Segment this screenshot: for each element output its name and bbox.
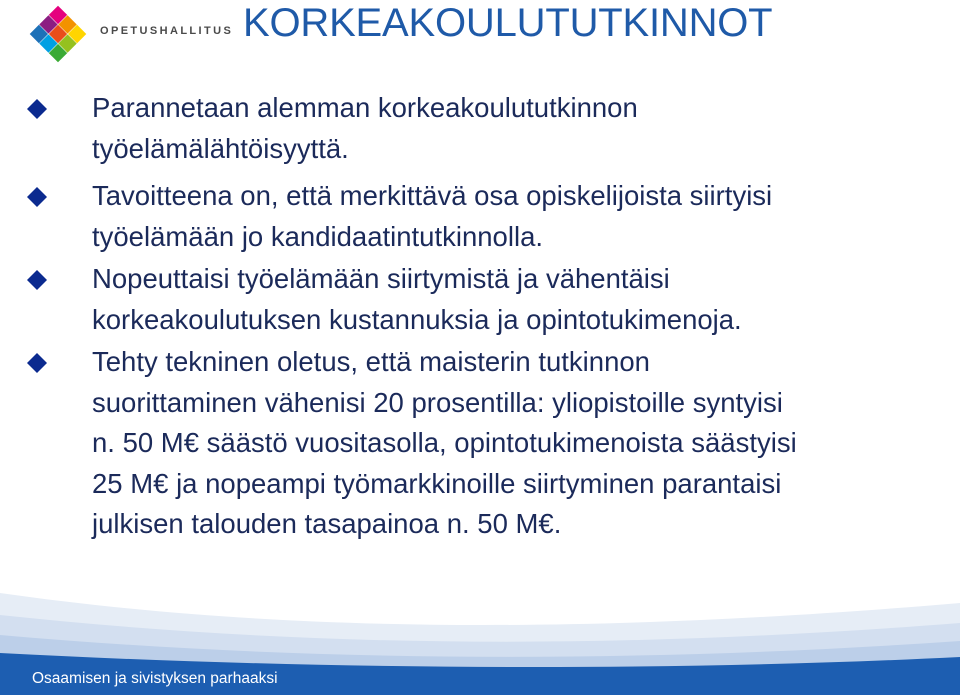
bullet-text: Tehty tekninen oletus, että maisterin tutkinnon suorittaminen vähenisi 20 prosentilla: yliopistoille syntyisi n. 50 M€ säästö vuositasolla, opintotukimenoista säästyisi 25 M€ ja nopeampi työmarkkinoille siirtyminen parantaisi julkisen talouden tasapainoa n. 50 M€. xyxy=(92,346,797,539)
diamond-bullet-icon xyxy=(26,186,48,208)
bullet-text: Parannetaan alemman korkeakoulututkinnon työelämälähtöisyyttä. xyxy=(92,92,638,164)
diamond-bullet-icon xyxy=(26,352,48,374)
footer-tagline: Osaamisen ja sivistyksen parhaaksi xyxy=(32,670,278,687)
slide-title: KORKEAKOULUTUTKINNOT xyxy=(243,1,773,45)
bullet-text: Nopeuttaisi työelämään siirtymistä ja vähentäisi korkeakoulutuksen kustannuksia ja opintotukimenoja. xyxy=(92,263,742,335)
bullet-text: Tavoitteena on, että merkittävä osa opiskelijoista siirtyisi työelämään jo kandidaatintutkinnolla. xyxy=(92,180,773,252)
diamond-bullet-icon xyxy=(26,98,48,120)
organization-name: OPETUSHALLITUS xyxy=(100,25,234,37)
diamond-bullet-icon xyxy=(26,269,48,291)
